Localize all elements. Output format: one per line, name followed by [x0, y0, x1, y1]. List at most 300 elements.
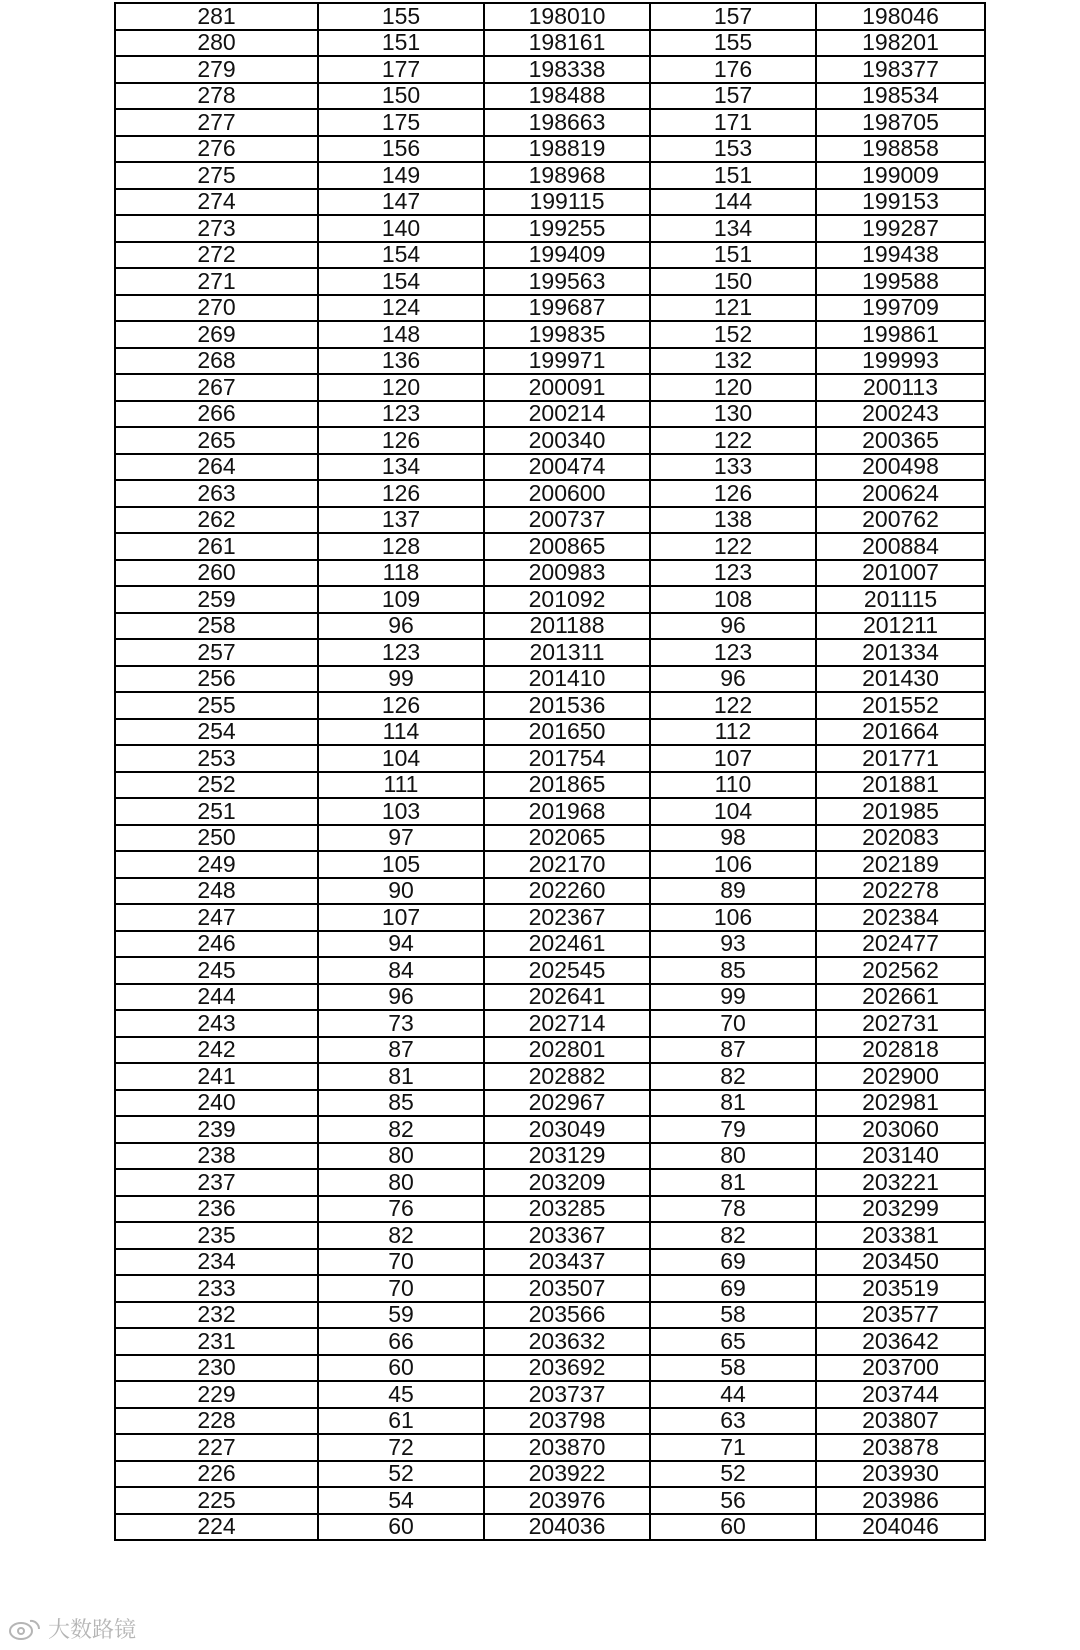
table-cell: 202801	[484, 1037, 650, 1064]
table-row	[115, 666, 985, 693]
table-cell: 70	[650, 1010, 816, 1037]
table-cell: 201334	[816, 639, 985, 666]
table-cell: 200600	[484, 480, 650, 507]
table-cell: 203507	[484, 1275, 650, 1302]
table-cell: 199115	[484, 189, 650, 216]
table-cell: 202367	[484, 904, 650, 931]
table-cell: 99	[318, 666, 484, 693]
table-cell: 81	[650, 1169, 816, 1196]
table-cell: 259	[115, 586, 318, 613]
table-row	[115, 560, 985, 587]
table-row	[115, 215, 985, 242]
table-cell: 228	[115, 1408, 318, 1435]
table-cell: 203285	[484, 1196, 650, 1223]
table-cell: 202384	[816, 904, 985, 931]
table-cell: 199861	[816, 321, 985, 348]
table-cell: 177	[318, 56, 484, 83]
table-cell: 79	[650, 1116, 816, 1143]
table-cell: 268	[115, 348, 318, 375]
table-cell: 201865	[484, 772, 650, 799]
table-cell: 126	[318, 692, 484, 719]
table-cell: 199588	[816, 268, 985, 295]
table-cell: 203930	[816, 1461, 985, 1488]
table-cell: 269	[115, 321, 318, 348]
table-cell: 138	[650, 507, 816, 534]
table-cell: 267	[115, 374, 318, 401]
table-row	[115, 1116, 985, 1143]
table-cell: 112	[650, 719, 816, 746]
table-row	[115, 480, 985, 507]
table-cell: 200884	[816, 533, 985, 560]
table-cell: 58	[650, 1302, 816, 1329]
table-cell: 249	[115, 851, 318, 878]
table-cell: 52	[318, 1461, 484, 1488]
table-cell: 120	[318, 374, 484, 401]
table-cell: 200091	[484, 374, 650, 401]
table-cell: 90	[318, 878, 484, 905]
table-cell: 203700	[816, 1355, 985, 1382]
table-cell: 45	[318, 1381, 484, 1408]
table-row	[115, 692, 985, 719]
table-cell: 202818	[816, 1037, 985, 1064]
table-row	[115, 1169, 985, 1196]
table-cell: 150	[650, 268, 816, 295]
table-cell: 199153	[816, 189, 985, 216]
table-cell: 202714	[484, 1010, 650, 1037]
table-cell: 260	[115, 560, 318, 587]
table-cell: 230	[115, 1355, 318, 1382]
table-cell: 275	[115, 162, 318, 189]
table-cell: 70	[318, 1249, 484, 1276]
table-row	[115, 1328, 985, 1355]
table-row	[115, 1461, 985, 1488]
table-cell: 198377	[816, 56, 985, 83]
table-cell: 201771	[816, 745, 985, 772]
table-row	[115, 1381, 985, 1408]
table-row	[115, 83, 985, 110]
table-row	[115, 162, 985, 189]
table-cell: 271	[115, 268, 318, 295]
table-cell: 72	[318, 1434, 484, 1461]
table-row	[115, 507, 985, 534]
table-cell: 203807	[816, 1408, 985, 1435]
table-cell: 203632	[484, 1328, 650, 1355]
table-cell: 239	[115, 1116, 318, 1143]
table-cell: 114	[318, 719, 484, 746]
watermark	[8, 1613, 136, 1644]
table-cell: 82	[318, 1222, 484, 1249]
table-row	[115, 295, 985, 322]
table-cell: 203922	[484, 1461, 650, 1488]
table-cell: 225	[115, 1487, 318, 1514]
table-cell: 140	[318, 215, 484, 242]
table-cell: 266	[115, 401, 318, 428]
table-row	[115, 639, 985, 666]
table-cell: 273	[115, 215, 318, 242]
table-row	[115, 242, 985, 269]
table-cell: 199255	[484, 215, 650, 242]
table-cell: 154	[318, 268, 484, 295]
table-row	[115, 3, 985, 30]
table-cell: 108	[650, 586, 816, 613]
table-cell: 200243	[816, 401, 985, 428]
table-cell: 281	[115, 3, 318, 30]
table-cell: 263	[115, 480, 318, 507]
table-cell: 201410	[484, 666, 650, 693]
score-rank-table	[114, 2, 986, 1541]
table-cell: 56	[650, 1487, 816, 1514]
table-cell: 201211	[816, 613, 985, 640]
table-row	[115, 1514, 985, 1541]
table-row	[115, 454, 985, 481]
table-row	[115, 904, 985, 931]
table-cell: 122	[650, 692, 816, 719]
table-cell: 201985	[816, 798, 985, 825]
table-cell: 98	[650, 825, 816, 852]
table-cell: 226	[115, 1461, 318, 1488]
table-cell: 245	[115, 957, 318, 984]
table-cell: 258	[115, 613, 318, 640]
table-cell: 198488	[484, 83, 650, 110]
table-cell: 130	[650, 401, 816, 428]
table-cell: 203878	[816, 1434, 985, 1461]
table-cell: 244	[115, 984, 318, 1011]
table-cell: 202065	[484, 825, 650, 852]
table-cell: 76	[318, 1196, 484, 1223]
table-cell: 200474	[484, 454, 650, 481]
table-cell: 202731	[816, 1010, 985, 1037]
table-cell: 201552	[816, 692, 985, 719]
table-row	[115, 1090, 985, 1117]
table-cell: 200762	[816, 507, 985, 534]
table-cell: 203642	[816, 1328, 985, 1355]
table-cell: 198046	[816, 3, 985, 30]
table-cell: 198161	[484, 30, 650, 57]
table-cell: 201188	[484, 613, 650, 640]
table-row	[115, 931, 985, 958]
table-cell: 148	[318, 321, 484, 348]
table-row	[115, 533, 985, 560]
table-cell: 202661	[816, 984, 985, 1011]
table-cell: 202461	[484, 931, 650, 958]
table-cell: 203221	[816, 1169, 985, 1196]
table-cell: 199993	[816, 348, 985, 375]
table-cell: 242	[115, 1037, 318, 1064]
table-cell: 203209	[484, 1169, 650, 1196]
table-cell: 243	[115, 1010, 318, 1037]
table-cell: 224	[115, 1514, 318, 1541]
table-cell: 200498	[816, 454, 985, 481]
table-cell: 93	[650, 931, 816, 958]
table-cell: 241	[115, 1063, 318, 1090]
table-cell: 240	[115, 1090, 318, 1117]
table-cell: 80	[318, 1143, 484, 1170]
table-cell: 264	[115, 454, 318, 481]
table-cell: 276	[115, 136, 318, 163]
table-cell: 246	[115, 931, 318, 958]
table-cell: 229	[115, 1381, 318, 1408]
table-cell: 123	[318, 639, 484, 666]
table-cell: 238	[115, 1143, 318, 1170]
table-cell: 96	[318, 984, 484, 1011]
table-cell: 250	[115, 825, 318, 852]
table-cell: 60	[650, 1514, 816, 1541]
table-cell: 78	[650, 1196, 816, 1223]
table-row	[115, 613, 985, 640]
table-row	[115, 189, 985, 216]
table-cell: 198858	[816, 136, 985, 163]
table-cell: 201881	[816, 772, 985, 799]
table-cell: 105	[318, 851, 484, 878]
table-cell: 247	[115, 904, 318, 931]
table-cell: 155	[650, 30, 816, 57]
table-cell: 203566	[484, 1302, 650, 1329]
table-cell: 63	[650, 1408, 816, 1435]
table-row	[115, 1143, 985, 1170]
table-cell: 70	[318, 1275, 484, 1302]
table-cell: 198010	[484, 3, 650, 30]
table-cell: 262	[115, 507, 318, 534]
table-cell: 82	[650, 1063, 816, 1090]
table-cell: 124	[318, 295, 484, 322]
table-cell: 201007	[816, 560, 985, 587]
table-cell: 54	[318, 1487, 484, 1514]
table-cell: 132	[650, 348, 816, 375]
table-cell: 97	[318, 825, 484, 852]
table-row	[115, 136, 985, 163]
table-row	[115, 1487, 985, 1514]
table-cell: 202967	[484, 1090, 650, 1117]
table-cell: 80	[650, 1143, 816, 1170]
table-cell: 198968	[484, 162, 650, 189]
table-cell: 198534	[816, 83, 985, 110]
table-cell: 106	[650, 904, 816, 931]
table-cell: 256	[115, 666, 318, 693]
table-cell: 133	[650, 454, 816, 481]
table-cell: 123	[650, 639, 816, 666]
table-cell: 202641	[484, 984, 650, 1011]
table-cell: 58	[650, 1355, 816, 1382]
table-cell: 80	[318, 1169, 484, 1196]
table-cell: 87	[318, 1037, 484, 1064]
table-cell: 278	[115, 83, 318, 110]
table-cell: 73	[318, 1010, 484, 1037]
table-cell: 66	[318, 1328, 484, 1355]
table-cell: 155	[318, 3, 484, 30]
table-cell: 199409	[484, 242, 650, 269]
table-row	[115, 1222, 985, 1249]
table-row	[115, 984, 985, 1011]
table-cell: 149	[318, 162, 484, 189]
table-cell: 248	[115, 878, 318, 905]
watermark-text: 大数路镜	[48, 1618, 137, 1643]
table-body	[115, 3, 985, 1540]
table-cell: 251	[115, 798, 318, 825]
table-row	[115, 851, 985, 878]
table-cell: 118	[318, 560, 484, 587]
table-cell: 175	[318, 109, 484, 136]
table-cell: 89	[650, 878, 816, 905]
table-cell: 274	[115, 189, 318, 216]
table-row	[115, 374, 985, 401]
table-cell: 203129	[484, 1143, 650, 1170]
table-cell: 203519	[816, 1275, 985, 1302]
table-cell: 203299	[816, 1196, 985, 1223]
table-cell: 199563	[484, 268, 650, 295]
table-cell: 126	[318, 427, 484, 454]
table-cell: 82	[650, 1222, 816, 1249]
table-cell: 203140	[816, 1143, 985, 1170]
weibo-logo-icon	[8, 1617, 42, 1641]
table-cell: 123	[318, 401, 484, 428]
table-cell: 202083	[816, 825, 985, 852]
table-cell: 69	[650, 1275, 816, 1302]
table-cell: 202545	[484, 957, 650, 984]
table-row	[115, 109, 985, 136]
table-cell: 203381	[816, 1222, 985, 1249]
table-cell: 128	[318, 533, 484, 560]
table-cell: 203870	[484, 1434, 650, 1461]
table-cell: 203367	[484, 1222, 650, 1249]
table-row	[115, 825, 985, 852]
table-row	[115, 1434, 985, 1461]
table-row	[115, 30, 985, 57]
table-cell: 122	[650, 533, 816, 560]
table-row	[115, 348, 985, 375]
table-cell: 150	[318, 83, 484, 110]
table-row	[115, 586, 985, 613]
table-cell: 60	[318, 1355, 484, 1382]
table-cell: 233	[115, 1275, 318, 1302]
table-cell: 201664	[816, 719, 985, 746]
table-row	[115, 1037, 985, 1064]
table-cell: 106	[650, 851, 816, 878]
table-cell: 96	[318, 613, 484, 640]
table-cell: 156	[318, 136, 484, 163]
table-cell: 200624	[816, 480, 985, 507]
table-cell: 200865	[484, 533, 650, 560]
table-cell: 147	[318, 189, 484, 216]
table-cell: 203737	[484, 1381, 650, 1408]
table-cell: 203798	[484, 1408, 650, 1435]
table-cell: 203049	[484, 1116, 650, 1143]
table-cell: 85	[650, 957, 816, 984]
table-cell: 71	[650, 1434, 816, 1461]
table-cell: 69	[650, 1249, 816, 1276]
table-cell: 201311	[484, 639, 650, 666]
table-cell: 204036	[484, 1514, 650, 1541]
table-row	[115, 427, 985, 454]
table-cell: 85	[318, 1090, 484, 1117]
table-cell: 202981	[816, 1090, 985, 1117]
table-cell: 107	[650, 745, 816, 772]
table-cell: 200983	[484, 560, 650, 587]
table-cell: 198705	[816, 109, 985, 136]
table-cell: 154	[318, 242, 484, 269]
table-row	[115, 56, 985, 83]
table-cell: 201430	[816, 666, 985, 693]
table-cell: 202170	[484, 851, 650, 878]
table-cell: 198819	[484, 136, 650, 163]
table-cell: 111	[318, 772, 484, 799]
table-row	[115, 772, 985, 799]
table-cell: 107	[318, 904, 484, 931]
table-cell: 199971	[484, 348, 650, 375]
table-cell: 81	[650, 1090, 816, 1117]
table-cell: 151	[650, 242, 816, 269]
table-cell: 151	[318, 30, 484, 57]
table-cell: 199687	[484, 295, 650, 322]
table-cell: 279	[115, 56, 318, 83]
table-cell: 136	[318, 348, 484, 375]
table-cell: 81	[318, 1063, 484, 1090]
table-cell: 109	[318, 586, 484, 613]
table-row	[115, 878, 985, 905]
table-cell: 280	[115, 30, 318, 57]
table-cell: 199438	[816, 242, 985, 269]
table-cell: 252	[115, 772, 318, 799]
table-cell: 134	[318, 454, 484, 481]
table-cell: 272	[115, 242, 318, 269]
table-cell: 203437	[484, 1249, 650, 1276]
table-cell: 200737	[484, 507, 650, 534]
table-cell: 236	[115, 1196, 318, 1223]
table-cell: 203692	[484, 1355, 650, 1382]
table-cell: 96	[650, 613, 816, 640]
table-cell: 200365	[816, 427, 985, 454]
table-cell: 176	[650, 56, 816, 83]
table-cell: 198201	[816, 30, 985, 57]
table-cell: 200340	[484, 427, 650, 454]
table-cell: 202260	[484, 878, 650, 905]
table-cell: 171	[650, 109, 816, 136]
table-cell: 201536	[484, 692, 650, 719]
table-cell: 201754	[484, 745, 650, 772]
table-cell: 96	[650, 666, 816, 693]
table-cell: 200113	[816, 374, 985, 401]
table-cell: 203060	[816, 1116, 985, 1143]
table-cell: 152	[650, 321, 816, 348]
table-cell: 104	[650, 798, 816, 825]
table-cell: 87	[650, 1037, 816, 1064]
table-row	[115, 401, 985, 428]
table-row	[115, 1249, 985, 1276]
table-cell: 110	[650, 772, 816, 799]
table-cell: 153	[650, 136, 816, 163]
table-cell: 204046	[816, 1514, 985, 1541]
table-cell: 103	[318, 798, 484, 825]
table-cell: 44	[650, 1381, 816, 1408]
table-cell: 52	[650, 1461, 816, 1488]
table-cell: 203744	[816, 1381, 985, 1408]
table-cell: 144	[650, 189, 816, 216]
table-row	[115, 1063, 985, 1090]
table-cell: 198338	[484, 56, 650, 83]
table-row	[115, 957, 985, 984]
table-cell: 65	[650, 1328, 816, 1355]
table-row	[115, 719, 985, 746]
table-cell: 232	[115, 1302, 318, 1329]
table-cell: 121	[650, 295, 816, 322]
table-cell: 201092	[484, 586, 650, 613]
table-cell: 126	[650, 480, 816, 507]
table-cell: 122	[650, 427, 816, 454]
table-cell: 200214	[484, 401, 650, 428]
table-cell: 202900	[816, 1063, 985, 1090]
table-cell: 123	[650, 560, 816, 587]
table-cell: 61	[318, 1408, 484, 1435]
table-cell: 202562	[816, 957, 985, 984]
